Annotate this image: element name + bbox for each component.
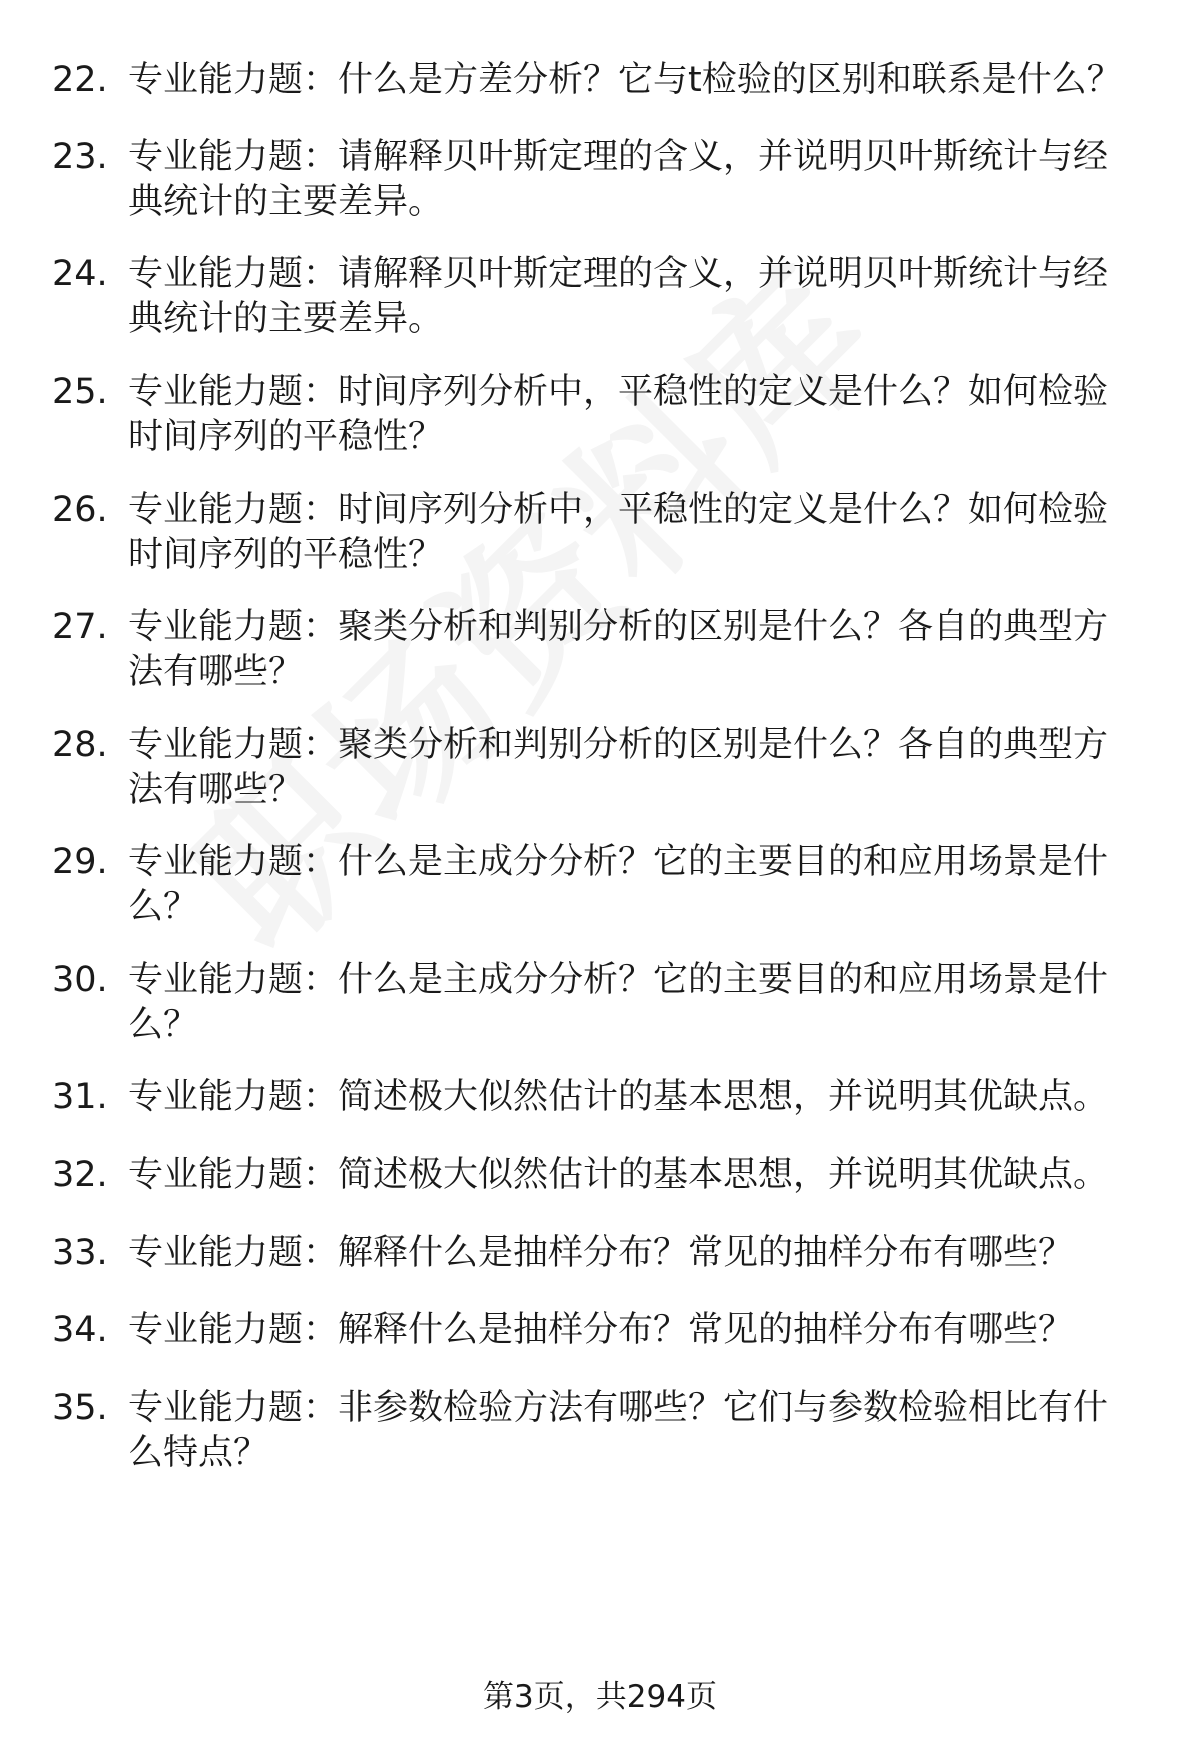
question-text: 专业能力题：时间序列分析中，平稳性的定义是什么？如何检验时间序列的平稳性？: [128, 490, 1109, 575]
question-text: 专业能力题：聚类分析和判别分析的区别是什么？各自的典型方法有哪些？: [128, 725, 1109, 810]
question-number: 31.: [52, 1077, 108, 1117]
question-number: 33.: [52, 1233, 108, 1273]
question-text: 专业能力题：时间序列分析中，平稳性的定义是什么？如何检验时间序列的平稳性？: [128, 372, 1109, 457]
question-text: 专业能力题：什么是方差分析？它与t检验的区别和联系是什么？: [128, 60, 1122, 100]
question-text: 专业能力题：简述极大似然估计的基本思想，并说明其优缺点。: [128, 1155, 1109, 1195]
question-text: 专业能力题：请解释贝叶斯定理的含义，并说明贝叶斯统计与经典统计的主要差异。: [128, 137, 1109, 222]
question-text: 专业能力题：什么是主成分分析？它的主要目的和应用场景是什么？: [128, 842, 1109, 927]
question-number: 23.: [52, 137, 108, 177]
question-text: 专业能力题：聚类分析和判别分析的区别是什么？各自的典型方法有哪些？: [128, 607, 1109, 692]
question-number: 35.: [52, 1388, 108, 1428]
question-number: 27.: [52, 607, 108, 647]
question-number: 30.: [52, 960, 108, 1000]
question-number: 28.: [52, 725, 108, 765]
question-text: 专业能力题：什么是主成分分析？它的主要目的和应用场景是什么？: [128, 960, 1109, 1045]
question-number: 25.: [52, 372, 108, 412]
page-footer: [0, 1677, 1200, 1717]
question-number: 34.: [52, 1310, 108, 1350]
question-number: 32.: [52, 1155, 108, 1195]
question-number: 29.: [52, 842, 108, 882]
question-text: 专业能力题：解释什么是抽样分布？常见的抽样分布有哪些？: [128, 1233, 1074, 1273]
question-text: 专业能力题：非参数检验方法有哪些？它们与参数检验相比有什么特点？: [128, 1388, 1109, 1473]
question-number: 24.: [52, 254, 108, 294]
question-text: 专业能力题：简述极大似然估计的基本思想，并说明其优缺点。: [128, 1077, 1109, 1117]
question-text: 专业能力题：解释什么是抽样分布？常见的抽样分布有哪些？: [128, 1310, 1074, 1350]
question-text: 专业能力题：请解释贝叶斯定理的含义，并说明贝叶斯统计与经典统计的主要差异。: [128, 254, 1109, 339]
question-number: 26.: [52, 490, 108, 530]
question-number: 22.: [52, 60, 108, 100]
page-number-label: 第3页，共294页: [483, 1679, 717, 1715]
